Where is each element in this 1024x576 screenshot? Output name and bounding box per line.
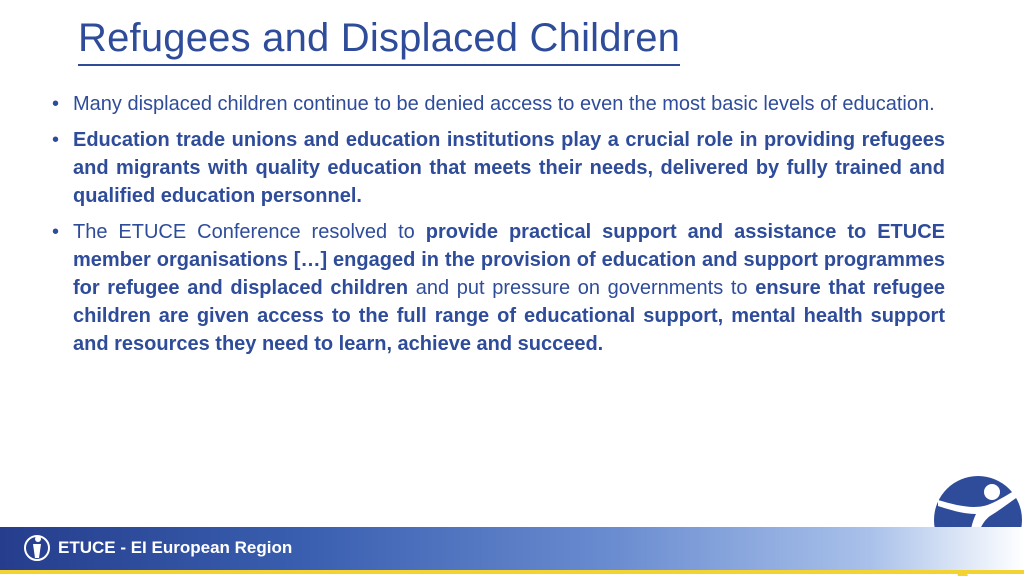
- bullet-marker: •: [52, 93, 60, 115]
- ei-globe-icon: [24, 533, 50, 561]
- footer-organization-label: ETUCE - EI European Region: [58, 538, 293, 557]
- bullet-list: [52, 90, 945, 366]
- bullet-item: [52, 90, 945, 118]
- bullet-text-segment-bold: provide practical support and assistance to ETUCE member organisations […] engaged in the provision of education and support programmes for refugee and displaced children: [73, 221, 945, 299]
- footer-accent-line: [0, 570, 1024, 574]
- bullet-text: Education trade unions and education institutions play a crucial role in providing refugees and migrants with quality education that meets their needs, delivered by fully trained and qualified education personnel.: [73, 129, 945, 207]
- bullet-text: Many displaced children continue to be denied access to even the most basic levels of education.: [73, 93, 935, 115]
- bullet-marker: •: [52, 221, 60, 243]
- bullet-item: [52, 126, 945, 210]
- slide-title: Refugees and Displaced Children: [78, 14, 680, 66]
- bullet-item: [52, 218, 945, 358]
- bullet-text-segment-bold: ensure that refugee children are given access to the full range of educational support, mental health support and resources they need to learn, achieve and succeed.: [73, 277, 945, 355]
- bullet-text-segment: and put pressure on governments to: [408, 277, 756, 299]
- bullet-text-segment: The ETUCE Conference resolved to: [73, 221, 426, 243]
- bullet-marker: •: [52, 129, 60, 151]
